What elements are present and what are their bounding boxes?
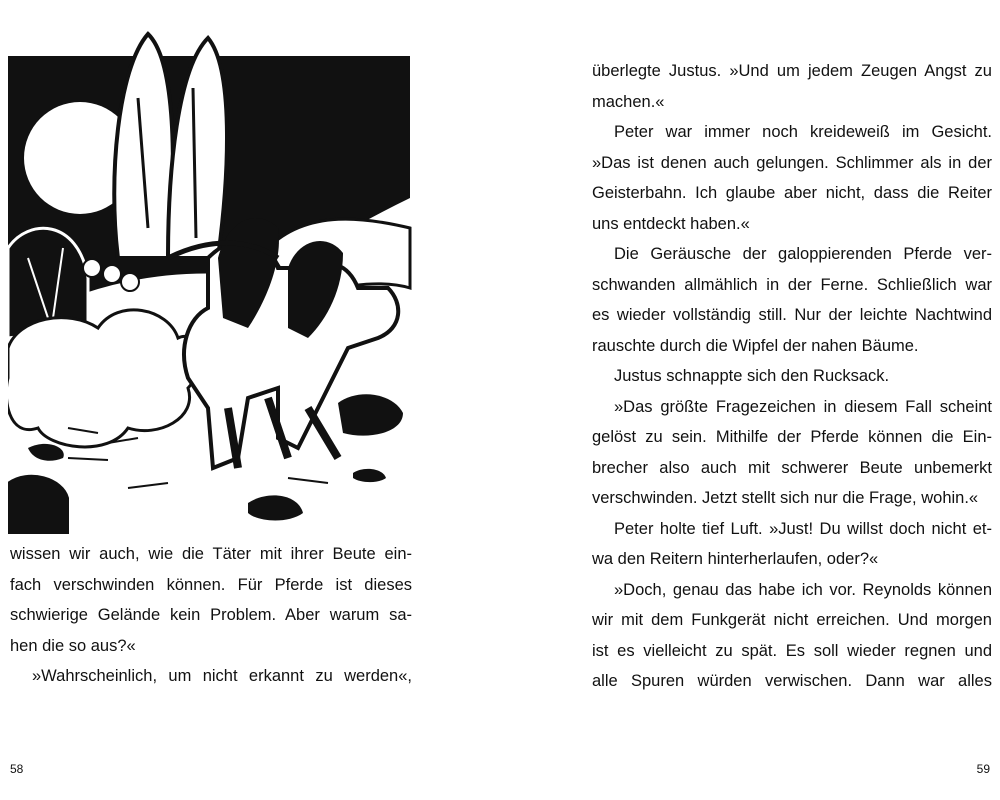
text-line: wa den Reitern hinterherlaufen, oder?« (592, 550, 879, 568)
text-line: rauschte durch die Wipfel der nahen Bäume. (592, 336, 919, 355)
text-line: Justus schnappte sich den Rucksack. (614, 367, 890, 385)
text-line: überlegte Justus. »Und um jedem Zeugen Angst zu (592, 62, 992, 80)
text-line: verschwinden. Jetzt stellt sich nur die Frage, wohin.« (592, 489, 979, 507)
text-line: Geisterbahn. Ich glaube aber nicht, dass die Reiter (592, 184, 992, 202)
boy-2 (103, 265, 121, 283)
text-line: es wieder vollständig still. Nur der leichte Nachtwind (592, 306, 992, 324)
text-line: Die Geräusche der galoppierenden Pferde ver- (614, 245, 992, 263)
text-line: wir mit dem Funkgerät nicht erreichen. Und morgen (592, 611, 992, 629)
text-line: Peter holte tief Luft. »Just! Du willst doch nicht et- (614, 519, 992, 538)
text-line: »Doch, genau das habe ich vor. Reynolds können (614, 580, 992, 599)
text-line: uns entdeckt haben.« (592, 214, 750, 233)
right-page-text (592, 56, 992, 697)
left-page-text (10, 539, 412, 692)
text-line: ist es vielleicht zu spät. Es soll wieder regnen und (592, 641, 992, 660)
text-line: wissen wir auch, wie die Täter mit ihrer Beute ein- (10, 545, 412, 563)
text-line: schwanden allmählich in der Ferne. Schließlich war (592, 275, 992, 294)
right-page (500, 0, 1000, 800)
text-line: fach verschwinden können. Für Pferde ist dieses (10, 575, 412, 594)
text-line: Peter war immer noch kreideweiß im Gesicht. (614, 123, 992, 141)
text-line: brecher also auch mit schwerer Beute unbemerkt (592, 458, 992, 477)
boy-3 (121, 273, 139, 291)
page-number-right: 59 (976, 762, 990, 776)
illustration-riders (8, 28, 412, 534)
text-line: alle Spuren würden verwischen. Dann war alles (592, 672, 992, 690)
text-line: hen die so aus?« (10, 636, 136, 655)
page-number-left: 58 (10, 762, 24, 776)
text-line: schwierige Gelände kein Problem. Aber warum sa- (10, 606, 412, 624)
rock-1 (8, 476, 68, 534)
text-line: »Wahrscheinlich, um nicht erkannt zu werden«, (32, 667, 412, 685)
text-line: »Das größte Fragezeichen in diesem Fall scheint (614, 397, 992, 416)
text-line: machen.« (592, 92, 665, 111)
text-line: »Das ist denen auch gelungen. Schlimmer als in der (592, 153, 992, 172)
text-line: gelöst zu sein. Mithilfe der Pferde können die Ein- (592, 428, 992, 446)
boy-1 (83, 259, 101, 277)
illustration-drawing (8, 28, 412, 534)
